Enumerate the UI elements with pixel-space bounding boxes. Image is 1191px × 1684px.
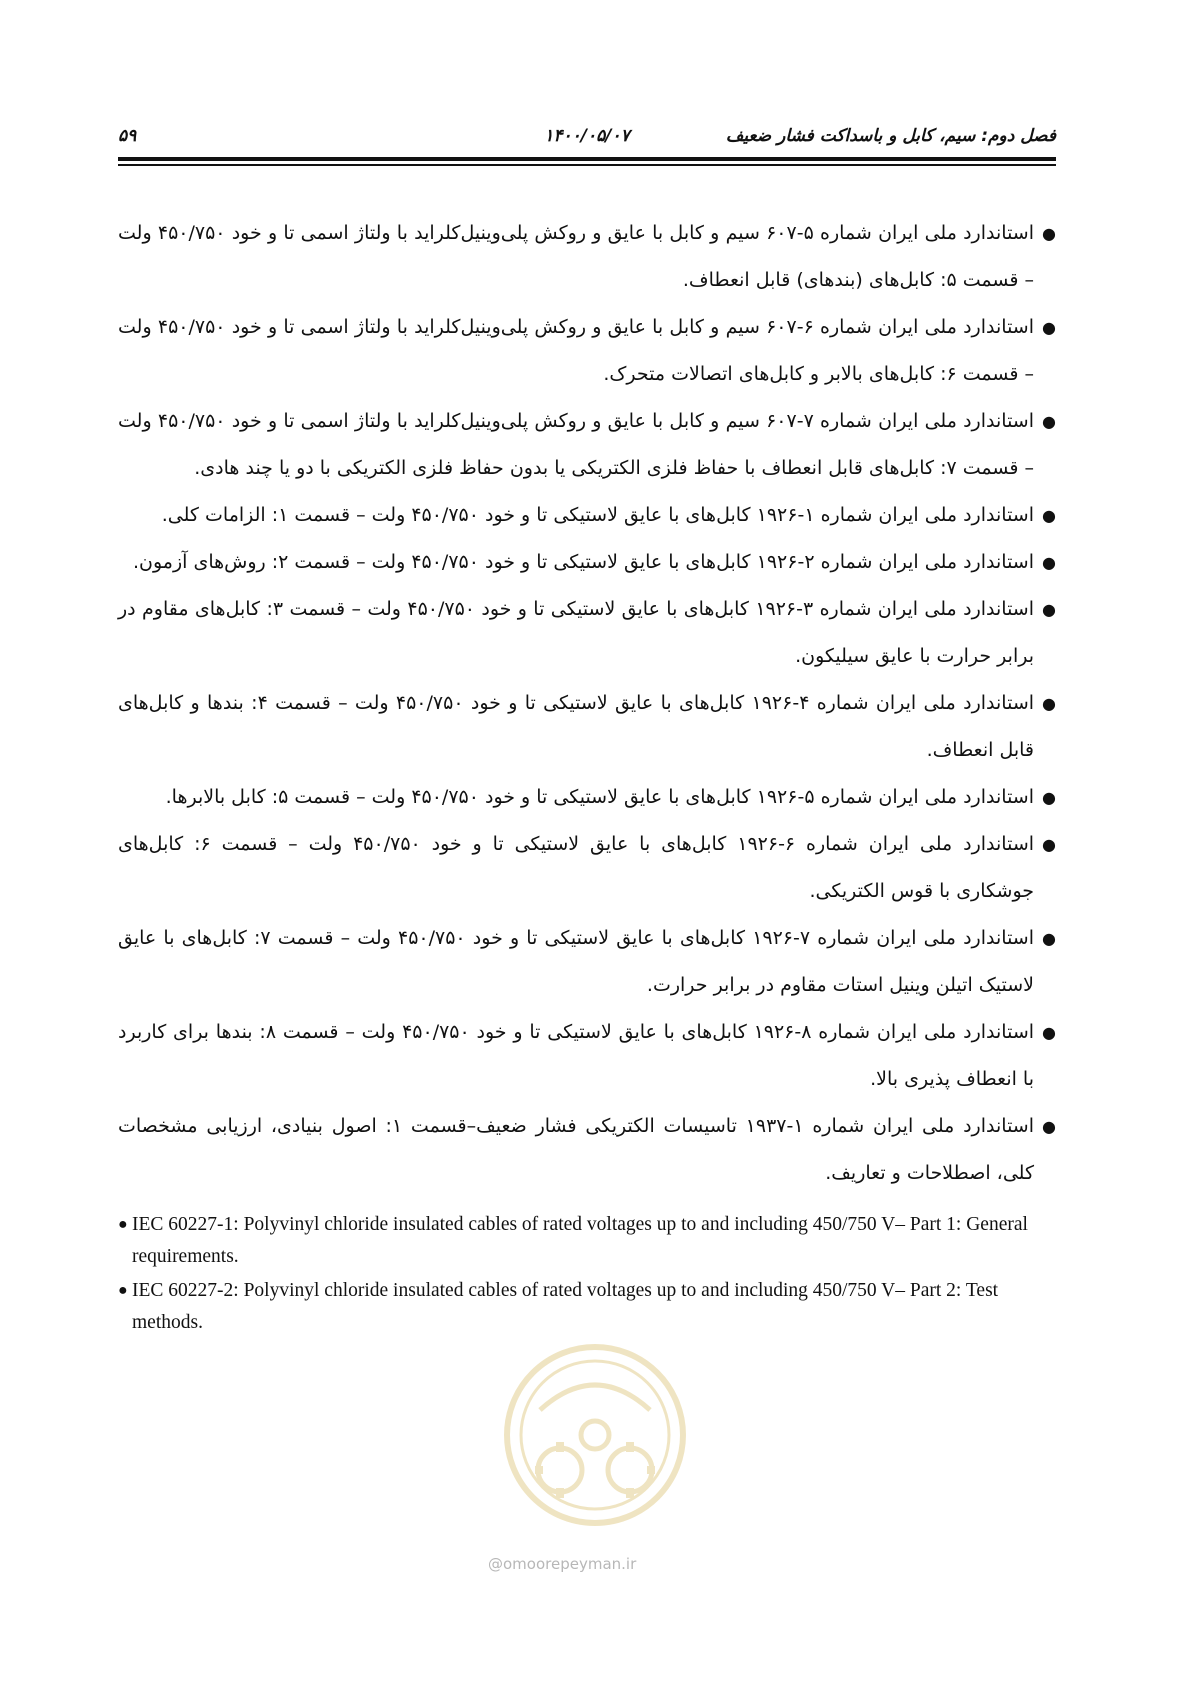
list-item-text: استاندارد ملی ایران شماره ۶-۶۰۷ سیم و کابل با عایق و روکش پلی‌وینیل‌کلراید با ولتاژ اسمی تا و خود ۴۵۰/۷۵۰ ولت – قسمت ۶: کابل‌های بالابر و کابل‌های اتصالات متحرک. (118, 316, 1034, 385)
list-item-text: IEC 60227-1: Polyvinyl chloride insulated cables of rated voltages up to and including 450/750 V– Part 1: General requirements. (132, 1214, 1028, 1267)
list-item-text: استاندارد ملی ایران شماره ۵-۱۹۲۶ کابل‌های با عایق لاستیکی تا و خود ۴۵۰/۷۵۰ ولت – قسمت ۵: کابل بالابرها. (165, 786, 1034, 808)
bullet-icon: ● (1042, 1117, 1056, 1136)
page-number: ۵۹ (118, 126, 137, 146)
list-item-text: استاندارد ملی ایران شماره ۲-۱۹۲۶ کابل‌های با عایق لاستیکی تا و خود ۴۵۰/۷۵۰ ولت – قسمت ۲: روش‌های آزمون. (132, 551, 1034, 573)
iec-standards-list (118, 1209, 1056, 1339)
list-item (118, 1009, 1056, 1103)
bullet-icon: ● (1042, 694, 1056, 713)
bullet-icon: ● (1042, 835, 1056, 854)
list-item (118, 915, 1056, 1009)
list-item (118, 539, 1056, 586)
list-item-text: استاندارد ملی ایران شماره ۵-۶۰۷ سیم و کابل با عایق و روکش پلی‌وینیل‌کلراید با ولتاژ اسمی تا و خود ۴۵۰/۷۵۰ ولت – قسمت ۵: کابل‌های (بندهای) قابل انعطاف. (118, 222, 1034, 291)
list-item-text: استاندارد ملی ایران شماره ۱-۱۹۲۶ کابل‌های با عایق لاستیکی تا و خود ۴۵۰/۷۵۰ ولت – قسمت ۱: الزامات کلی. (161, 504, 1034, 526)
chapter-title: فصل دوم: سیم، کابل و باسداکت فشار ضعیف (725, 126, 1056, 146)
list-item-text: استاندارد ملی ایران شماره ۴-۱۹۲۶ کابل‌های با عایق لاستیکی تا و خود ۴۵۰/۷۵۰ ولت – قسمت ۴: بندها و کابل‌های قابل انعطاف. (118, 692, 1035, 761)
list-item (118, 304, 1056, 398)
persian-standards-list (118, 210, 1056, 1197)
list-item (118, 1103, 1056, 1197)
bullet-icon: ● (1042, 1023, 1056, 1042)
list-item (118, 821, 1056, 915)
list-item-text: استاندارد ملی ایران شماره ۸-۱۹۲۶ کابل‌های با عایق لاستیکی تا و خود ۴۵۰/۷۵۰ ولت – قسمت ۸: بندها برای کاربرد با انعطاف پذیری بالا. (118, 1021, 1035, 1090)
bullet-icon: ● (1042, 224, 1056, 243)
list-item-text: استاندارد ملی ایران شماره ۷-۶۰۷ سیم و کابل با عایق و روکش پلی‌وینیل‌کلراید با ولتاژ اسمی تا و خود ۴۵۰/۷۵۰ ولت – قسمت ۷: کابل‌های قابل انعطاف با حفاظ فلزی الکتریکی یا بدون حفاظ فلزی الکتریکی با دو یا چند هادی. (118, 410, 1034, 479)
bullet-icon: ● (1042, 506, 1056, 525)
list-item (118, 1209, 1056, 1273)
list-item (118, 586, 1056, 680)
page-body (118, 210, 1056, 1341)
list-item-text: استاندارد ملی ایران شماره ۱-۱۹۳۷ تاسیسات الکتریکی فشار ضعیف–قسمت ۱: اصول بنیادی، ارزیابی مشخصات کلی، اصطلاحات و تعاریف. (118, 1115, 1034, 1184)
bullet-icon: ● (1042, 788, 1056, 807)
page-header (118, 122, 1056, 152)
list-item (118, 398, 1056, 492)
header-rule-thin (118, 164, 1056, 166)
bullet-icon: ● (1042, 929, 1056, 948)
watermark-text: @omoorepeyman.ir (488, 1555, 637, 1573)
bullet-icon: ● (1042, 600, 1056, 619)
bullet-icon: ● (1042, 553, 1056, 572)
list-item (118, 774, 1056, 821)
bullet-icon: ● (118, 1216, 128, 1233)
list-item-text: استاندارد ملی ایران شماره ۶-۱۹۲۶ کابل‌های با عایق لاستیکی تا و خود ۴۵۰/۷۵۰ ولت – قسمت ۶: کابل‌های جوشکاری با قوس الکتریکی. (118, 833, 1035, 902)
watermark-logo-icon (480, 1340, 710, 1540)
list-item (118, 210, 1056, 304)
list-item-text: IEC 60227-2: Polyvinyl chloride insulated cables of rated voltages up to and including 450/750 V– Part 2: Test methods. (132, 1280, 999, 1333)
header-date: ۱۴۰۰/۰۵/۰۷ (544, 126, 630, 146)
bullet-icon: ● (1042, 412, 1056, 431)
list-item (118, 492, 1056, 539)
bullet-icon: ● (118, 1282, 128, 1299)
list-item-text: استاندارد ملی ایران شماره ۳-۱۹۲۶ کابل‌های با عایق لاستیکی تا و خود ۴۵۰/۷۵۰ ولت – قسمت ۳: کابل‌های مقاوم در برابر حرارت با عایق سیلیکون. (118, 598, 1035, 667)
list-item-text: استاندارد ملی ایران شماره ۷-۱۹۲۶ کابل‌های با عایق لاستیکی تا و خود ۴۵۰/۷۵۰ ولت – قسمت ۷: کابل‌های با عایق لاستیک اتیلن وینیل استات مقاوم در برابر حرارت. (118, 927, 1034, 996)
list-item (118, 680, 1056, 774)
header-rule-thick (118, 157, 1056, 161)
list-item (118, 1275, 1056, 1339)
bullet-icon: ● (1042, 318, 1056, 337)
